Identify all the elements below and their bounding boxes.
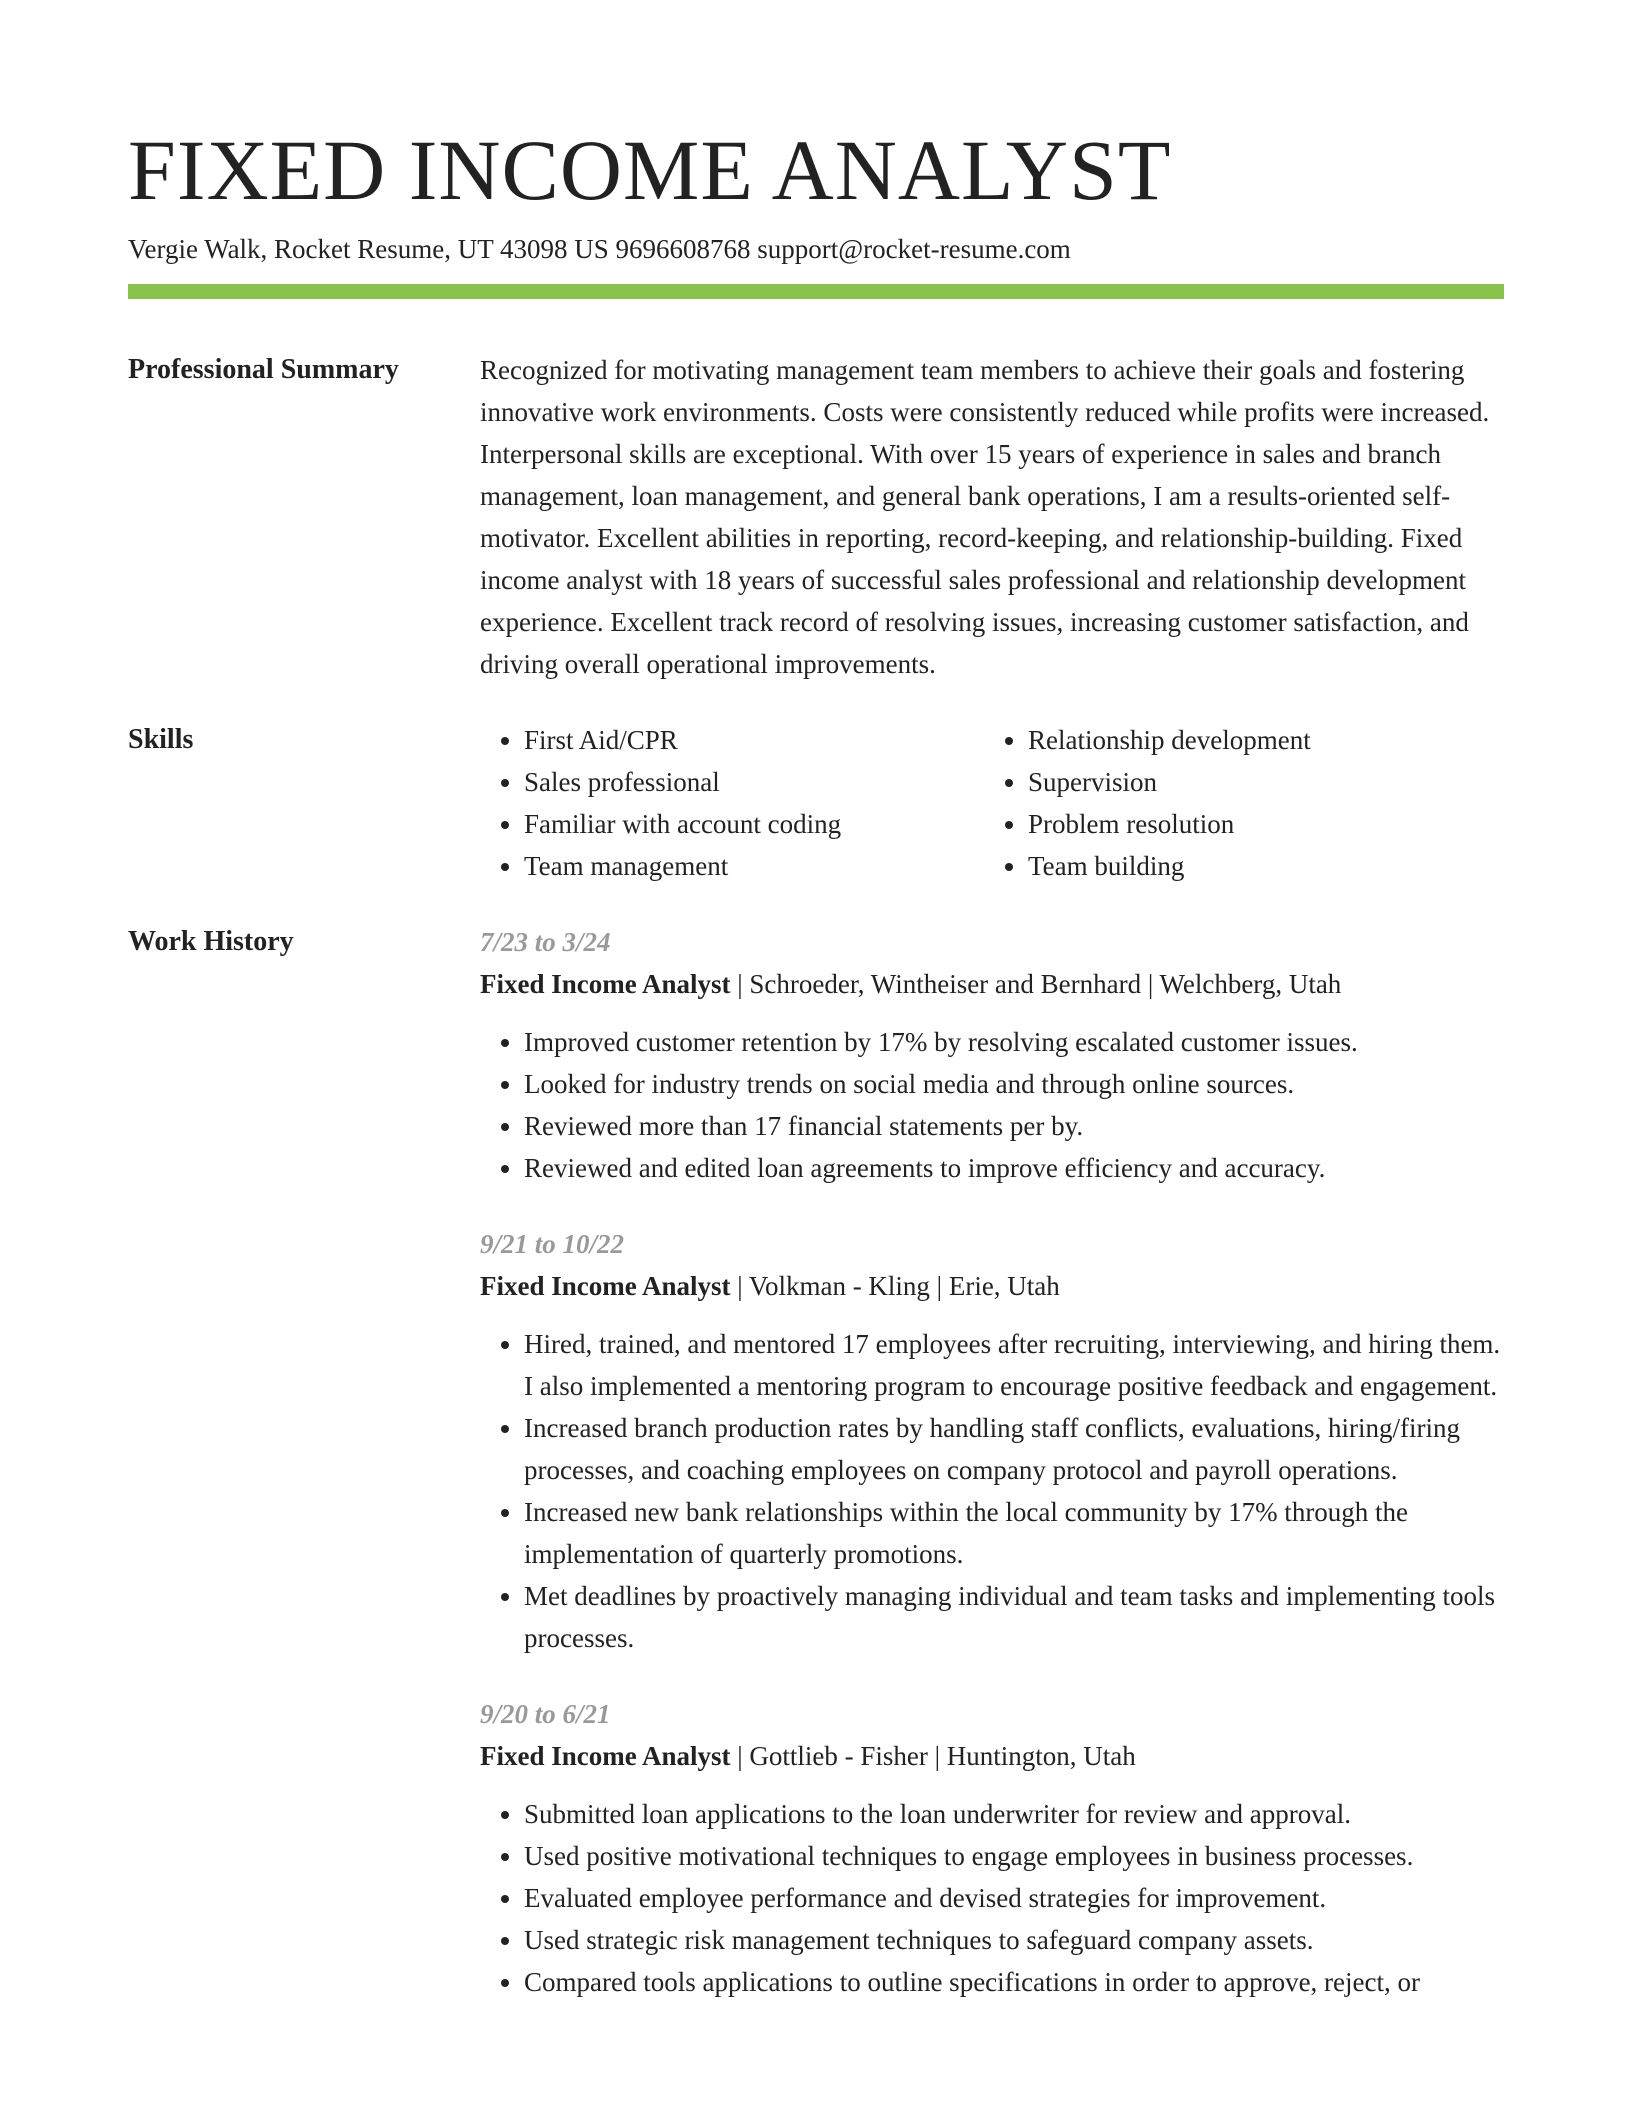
job-bullet: • Increased branch production rates by handling staff conflicts, evaluations, hiring/firing processes, and coaching employees on company protocol and payroll operations. — [524, 1407, 1504, 1491]
job-details: | Schroeder, Wintheiser and Bernhard | Welchberg, Utah — [730, 969, 1342, 999]
job-bullet: • Increased new bank relationships within the local community by 17% through the implementation of quarterly promotions. — [524, 1491, 1504, 1575]
skill-item: • Familiar with account coding — [524, 803, 984, 845]
contact-line: Vergie Walk, Rocket Resume, UT 43098 US 9696608768 support@rocket-resume.com — [128, 234, 1071, 264]
section-label-skills: Skills — [128, 724, 194, 755]
job-bullet: • Used strategic risk management techniques to safeguard company assets. — [524, 1919, 1504, 1961]
job-dates: 9/21 to 10/22 — [480, 1229, 625, 1259]
job-bullets — [480, 1323, 1504, 1659]
skill-item: • First Aid/CPR — [524, 719, 984, 761]
job-bullet: • Reviewed and edited loan agreements to improve efficiency and accuracy. — [524, 1147, 1504, 1189]
job-title: Fixed Income Analyst — [480, 1271, 731, 1301]
section-label-work-history: Work History — [128, 926, 294, 957]
job-bullet: • Compared tools applications to outline specifications in order to approve, reject, or — [524, 1961, 1504, 2003]
job-bullets — [480, 1793, 1504, 2003]
job-title-line — [480, 963, 1504, 1005]
section-label-summary: Professional Summary — [128, 354, 399, 385]
skills-section — [128, 719, 1504, 887]
summary-text: Recognized for motivating management team members to achieve their goals and fostering innovative work environments. Costs were consistently reduced while profits were increased. Interpersonal skills are exceptional. With over 15 years of experience in sales and branch management, loan management, and general bank operations, I am a results-oriented self-motivator. Excellent abilities in reporting, record-keeping, and relationship-building. Fixed income analyst with 18 years of successful sales professional and relationship development experience. Excellent track record of resolving issues, increasing customer satisfaction, and driving overall operational improvements. — [480, 355, 1490, 679]
job-title: Fixed Income Analyst — [480, 1741, 731, 1771]
skills-list-left — [480, 719, 984, 887]
job-entry — [480, 1223, 1504, 1659]
job-dates: 9/20 to 6/21 — [480, 1699, 611, 1729]
skill-item: • Relationship development — [1028, 719, 1488, 761]
summary-body — [480, 349, 1504, 685]
header-divider — [128, 284, 1504, 299]
skill-item: • Team building — [1028, 845, 1488, 887]
skills-list-right — [984, 719, 1488, 887]
job-title: Fixed Income Analyst — [480, 969, 731, 999]
job-entry — [480, 921, 1504, 1189]
skill-item: • Sales professional — [524, 761, 984, 803]
resume-page — [128, 120, 1504, 2003]
job-details: | Volkman - Kling | Erie, Utah — [730, 1271, 1060, 1301]
skills-grid — [480, 719, 1504, 887]
job-title-line — [480, 1265, 1504, 1307]
skill-item: • Problem resolution — [1028, 803, 1488, 845]
job-bullet: • Hired, trained, and mentored 17 employees after recruiting, interviewing, and hiring them. I also implemented a mentoring program to encourage positive feedback and engagement. — [524, 1323, 1504, 1407]
work-history-body — [480, 921, 1504, 2003]
job-bullet: • Looked for industry trends on social media and through online sources. — [524, 1063, 1504, 1105]
job-bullet: • Used positive motivational techniques to engage employees in business processes. — [524, 1835, 1504, 1877]
job-bullet: • Evaluated employee performance and devised strategies for improvement. — [524, 1877, 1504, 1919]
job-bullets — [480, 1021, 1504, 1189]
job-entry — [480, 1693, 1504, 2003]
work-history-section — [128, 921, 1504, 2003]
job-bullet: • Reviewed more than 17 financial statements per by. — [524, 1105, 1504, 1147]
resume-title: FIXED INCOME ANALYST — [128, 122, 1172, 218]
skill-item: • Supervision — [1028, 761, 1488, 803]
job-details: | Gottlieb - Fisher | Huntington, Utah — [730, 1741, 1136, 1771]
job-bullet: • Improved customer retention by 17% by resolving escalated customer issues. — [524, 1021, 1504, 1063]
job-bullet: • Submitted loan applications to the loan underwriter for review and approval. — [524, 1793, 1504, 1835]
job-bullet: • Met deadlines by proactively managing individual and team tasks and implementing tools processes. — [524, 1575, 1504, 1659]
skill-item: • Team management — [524, 845, 984, 887]
job-dates: 7/23 to 3/24 — [480, 927, 611, 957]
summary-section — [128, 349, 1504, 685]
job-title-line — [480, 1735, 1504, 1777]
